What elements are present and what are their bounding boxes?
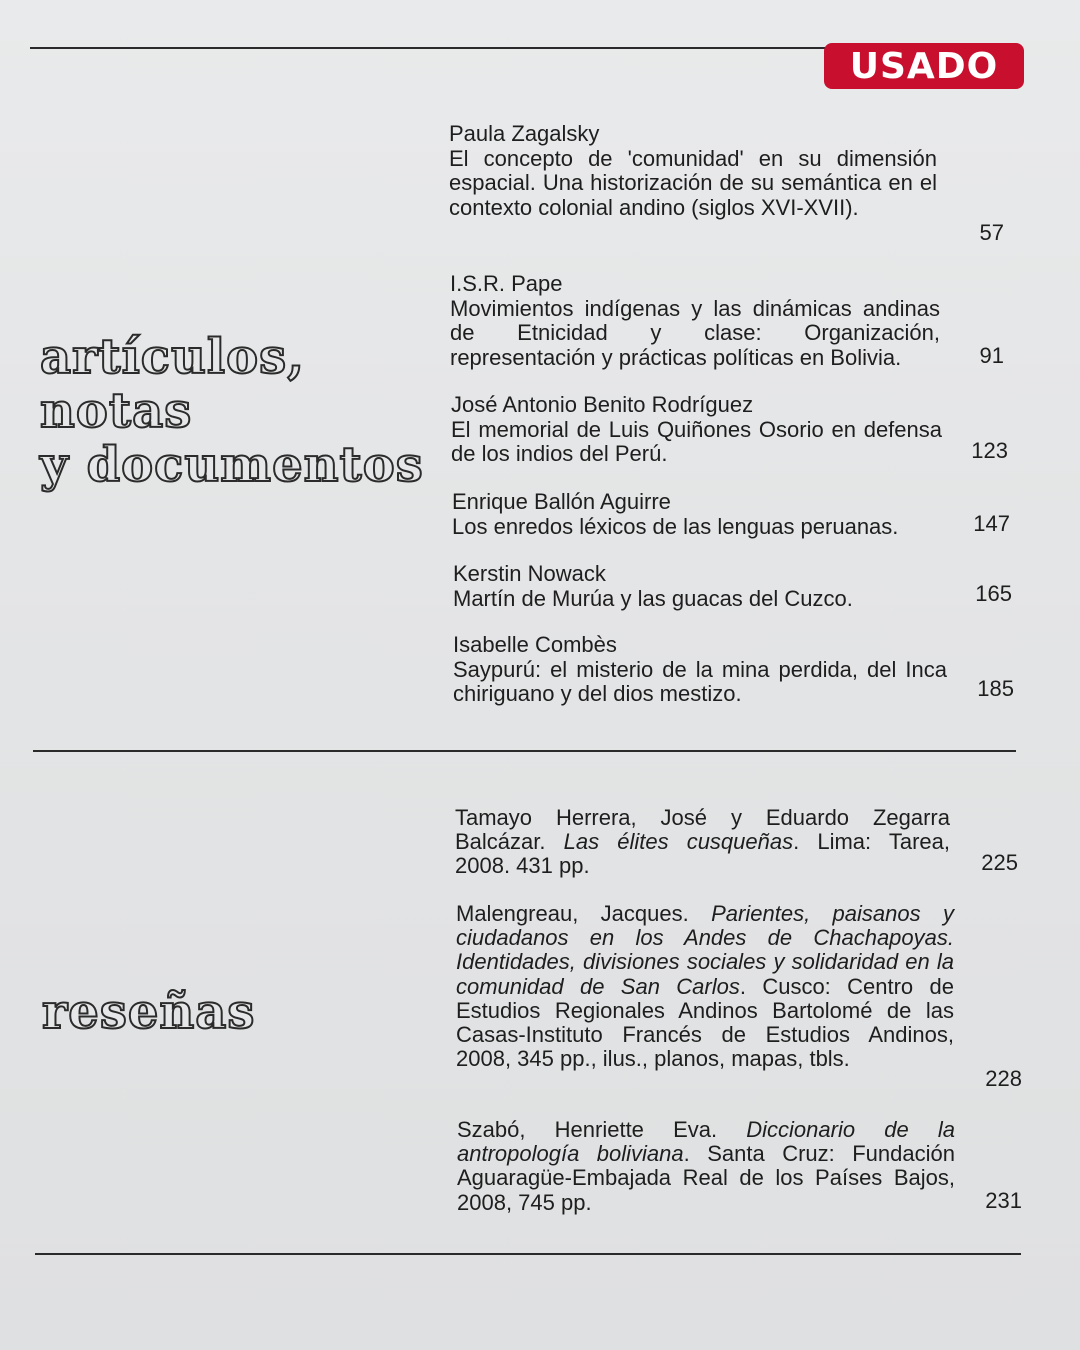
review-title: Las élites cusqueñas — [563, 829, 794, 855]
article-entry — [452, 490, 952, 539]
bottom-rule — [35, 1253, 1021, 1255]
article-page: 91 — [979, 343, 1004, 368]
article-entry — [453, 633, 947, 707]
article-author: I.S.R. Pape — [450, 271, 563, 296]
review-author: Tamayo Herrera, José y Eduardo Zegarra Balcázar. — [455, 805, 950, 855]
article-author: Enrique Ballón Aguirre — [452, 489, 671, 514]
article-author: Isabelle Combès — [453, 632, 617, 657]
review-author: Malengreau, Jacques. — [456, 901, 712, 926]
review-entry — [455, 806, 950, 879]
article-title: Saypurú: el misterio de la mina perdida, del Inca chiriguano y del dios mestizo. — [453, 656, 947, 706]
article-author: José Antonio Benito Rodríguez — [451, 392, 754, 417]
article-title: Movimientos indígenas y las dinámicas andinas de Etnicidad y clase: Organización, representación y prácticas políticas en Bolivia. — [450, 295, 940, 370]
articles-title-line: notas — [40, 383, 193, 439]
review-publication: . Cusco: Centro de Estudios Regionales Andinos Bartolomé de las Casas-Instituto Francés de Estudios Andinos, 2008, 345 pp., ilus., planos, mapas, tbls. — [456, 973, 954, 1072]
articles-title-line: y documentos — [40, 437, 424, 493]
article-title: El concepto de 'comunidad' en su dimensión espacial. Una historización de su semántica en el contexto colonial andino (siglos XVI-XVII). — [449, 145, 937, 220]
review-page: 225 — [981, 850, 1018, 875]
article-entry — [451, 393, 942, 467]
used-badge: USADO — [824, 43, 1024, 89]
article-page: 123 — [971, 438, 1008, 463]
review-page: 228 — [985, 1066, 1022, 1091]
article-page: 147 — [973, 511, 1010, 536]
article-author: Paula Zagalsky — [449, 121, 600, 146]
article-title: Los enredos léxicos de las lenguas peruanas. — [452, 513, 899, 539]
review-publication: . Santa Cruz: Fundación Aguaragüe-Embajada Real de los Países Bajos, 2008, 745 pp. — [457, 1141, 955, 1215]
review-entry — [457, 1118, 955, 1215]
article-page: 57 — [979, 220, 1004, 245]
review-title: Diccionario de la antropología boliviana — [457, 1117, 955, 1167]
articles-section-title — [40, 330, 424, 492]
articles-title-line: artículos, — [40, 329, 305, 385]
review-title: Parientes, paisanos y ciudadanos en los Andes de Chachapoyas. Identidades, divisiones sociales y solidaridad en la comunidad de San Carlos — [456, 901, 955, 999]
article-page: 165 — [975, 581, 1012, 606]
article-entry — [450, 272, 940, 370]
reviews-section-title: reseñas — [42, 984, 256, 1040]
review-page: 231 — [985, 1188, 1022, 1213]
article-title: El memorial de Luis Quiñones Osorio en defensa de los indios del Perú. — [451, 416, 942, 466]
article-entry — [449, 122, 937, 220]
review-publication: . Lima: Tarea, 2008. 431 pp. — [455, 829, 951, 879]
article-page: 185 — [977, 676, 1014, 701]
article-entry — [453, 562, 943, 611]
review-author: Szabó, Henriette Eva. — [457, 1117, 747, 1142]
review-entry — [456, 902, 954, 1071]
middle-rule — [33, 750, 1016, 752]
article-title: Martín de Murúa y las guacas del Cuzco. — [453, 585, 853, 611]
article-author: Kerstin Nowack — [453, 561, 606, 586]
